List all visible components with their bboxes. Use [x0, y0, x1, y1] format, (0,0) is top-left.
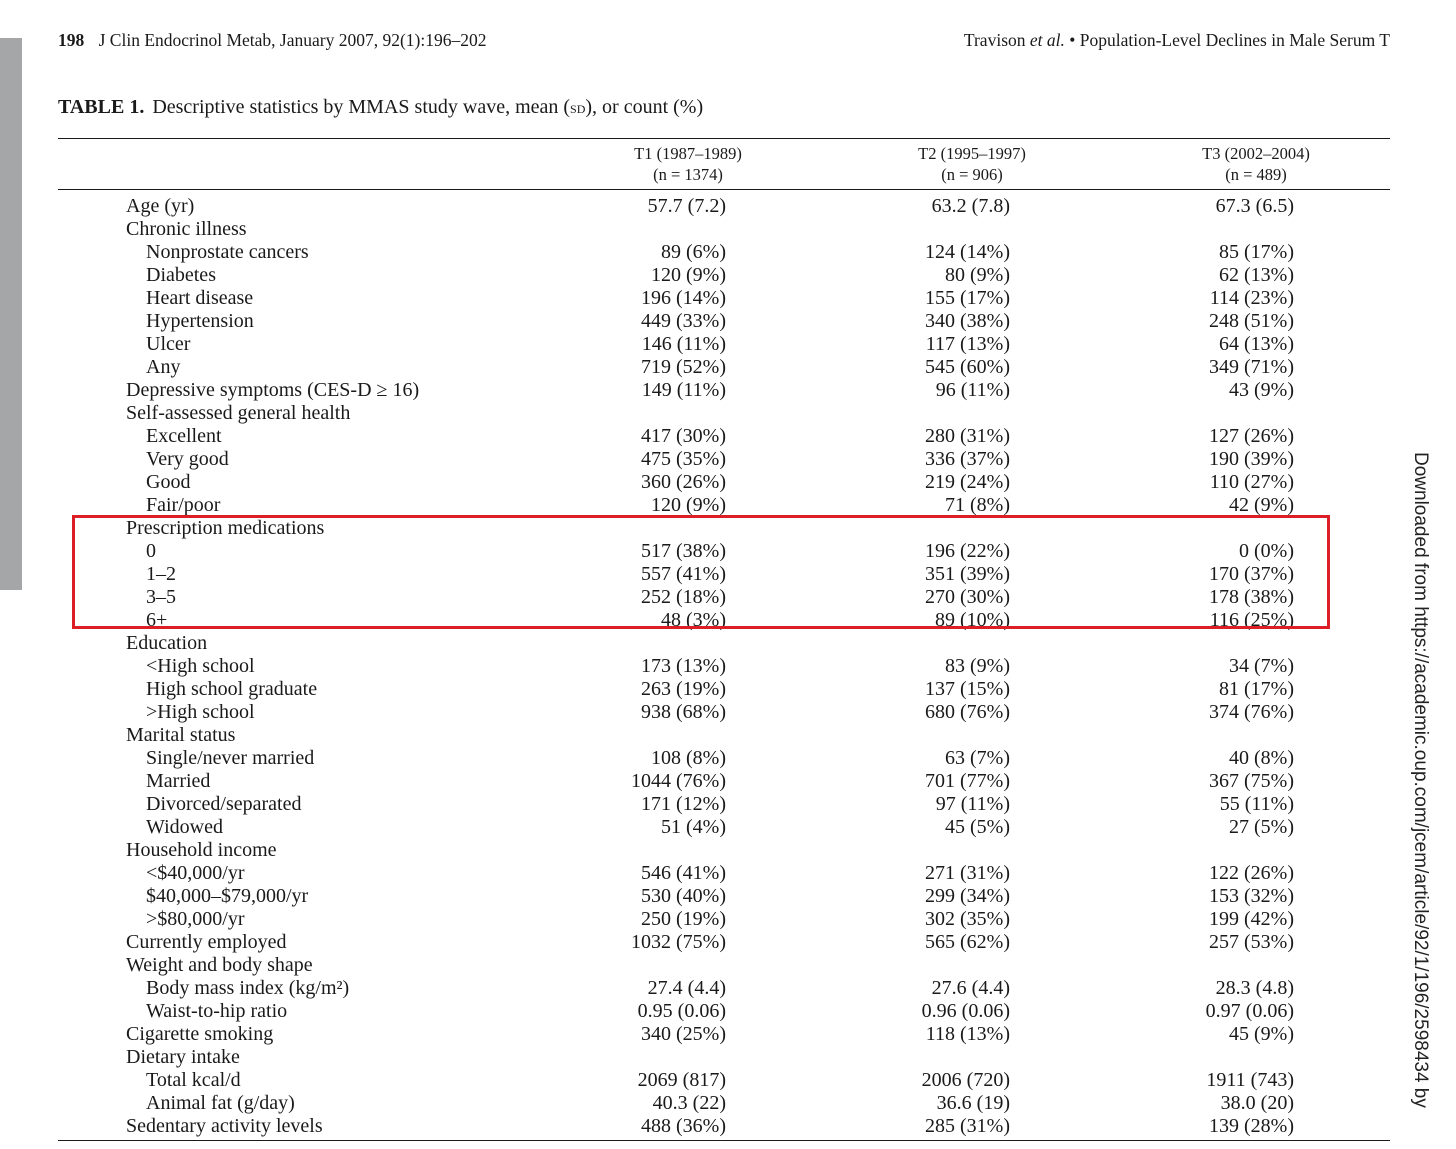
- row-label: Cigarette smoking: [126, 1023, 274, 1045]
- row-label: Currently employed: [126, 931, 287, 953]
- cell-t3: 64 (13%): [1219, 333, 1294, 355]
- cell-t1: 938 (68%): [641, 701, 726, 723]
- table-row: [0, 333, 1390, 356]
- cell-t2: 71 (8%): [945, 494, 1010, 516]
- row-label: >$80,000/yr: [146, 908, 245, 930]
- cell-t1: 51 (4%): [661, 816, 726, 838]
- cell-t2: 96 (11%): [935, 379, 1010, 401]
- cell-t1: 0.95 (0.06): [637, 1000, 726, 1022]
- cell-t3: 153 (32%): [1209, 885, 1294, 907]
- cell-t3: 190 (39%): [1209, 448, 1294, 470]
- table-row: [0, 1115, 1390, 1138]
- table-row: [0, 839, 1390, 862]
- cell-t1: 719 (52%): [641, 356, 726, 378]
- cell-t3: 116 (25%): [1209, 609, 1294, 631]
- cell-t2: 340 (38%): [925, 310, 1010, 332]
- cell-t3: 349 (71%): [1209, 356, 1294, 378]
- table-row: [0, 1092, 1390, 1115]
- column-header-n: (n = 1374): [653, 165, 723, 184]
- cell-t3: 122 (26%): [1209, 862, 1294, 884]
- table-row: [0, 241, 1390, 264]
- cell-t2: 565 (62%): [925, 931, 1010, 953]
- cell-t3: 257 (53%): [1209, 931, 1294, 953]
- row-label: Dietary intake: [126, 1046, 240, 1068]
- column-header-t1: [538, 143, 838, 185]
- row-label: Heart disease: [146, 287, 254, 309]
- cell-t3: 42 (9%): [1229, 494, 1294, 516]
- caption-text-after: ), or count (%): [585, 96, 704, 118]
- header-et-al: et al.: [1029, 30, 1065, 50]
- column-header-name: T1 (1987–1989): [634, 144, 742, 163]
- cell-t1: 120 (9%): [651, 264, 726, 286]
- row-label: 0: [146, 540, 156, 562]
- table-row: [0, 287, 1390, 310]
- row-label: 3–5: [146, 586, 176, 608]
- table-row: [0, 448, 1390, 471]
- row-label: Fair/poor: [146, 494, 221, 516]
- table-top-rule: [58, 138, 1390, 139]
- table-row: [0, 264, 1390, 287]
- table-row: [0, 356, 1390, 379]
- row-label: Body mass index (kg/m²): [146, 977, 350, 999]
- cell-t3: 127 (26%): [1209, 425, 1294, 447]
- cell-t3: 178 (38%): [1209, 586, 1294, 608]
- table-row: [0, 471, 1390, 494]
- cell-t1: 360 (26%): [641, 471, 726, 493]
- cell-t2: 219 (24%): [925, 471, 1010, 493]
- column-header-n: (n = 489): [1225, 165, 1287, 184]
- row-label: Total kcal/d: [146, 1069, 241, 1091]
- cell-t3: 28.3 (4.8): [1215, 977, 1294, 999]
- table-row: [0, 954, 1390, 977]
- table-row: [0, 195, 1390, 218]
- cell-t1: 57.7 (7.2): [647, 195, 726, 217]
- table-row: [0, 862, 1390, 885]
- cell-t1: 340 (25%): [641, 1023, 726, 1045]
- cell-t3: 139 (28%): [1209, 1115, 1294, 1137]
- cell-t2: 196 (22%): [925, 540, 1010, 562]
- page-number: 198: [58, 30, 85, 50]
- row-label: Chronic illness: [126, 218, 247, 240]
- cell-t2: 89 (10%): [935, 609, 1010, 631]
- row-label: High school graduate: [146, 678, 318, 700]
- table-caption: [58, 96, 703, 119]
- table-row: [0, 678, 1390, 701]
- cell-t1: 89 (6%): [661, 241, 726, 263]
- table-row: [0, 885, 1390, 908]
- cell-t2: 80 (9%): [945, 264, 1010, 286]
- cell-t3: 0.97 (0.06): [1205, 1000, 1294, 1022]
- cell-t2: 285 (31%): [925, 1115, 1010, 1137]
- cell-t2: 124 (14%): [925, 241, 1010, 263]
- header-left: [58, 30, 487, 51]
- running-title: Population-Level Declines in Male Serum T: [1079, 30, 1390, 50]
- cell-t2: 0.96 (0.06): [921, 1000, 1010, 1022]
- row-label: Sedentary activity levels: [126, 1115, 323, 1137]
- cell-t3: 62 (13%): [1219, 264, 1294, 286]
- table-row: [0, 379, 1390, 402]
- table-row: [0, 724, 1390, 747]
- table-row: [0, 701, 1390, 724]
- cell-t3: 34 (7%): [1229, 655, 1294, 677]
- cell-t3: 367 (75%): [1209, 770, 1294, 792]
- cell-t3: 0 (0%): [1239, 540, 1294, 562]
- row-label: Hypertension: [146, 310, 254, 332]
- column-header-name: T2 (1995–1997): [918, 144, 1026, 163]
- cell-t1: 488 (36%): [641, 1115, 726, 1137]
- row-label: Prescription medications: [126, 517, 325, 539]
- column-header-name: T3 (2002–2004): [1202, 144, 1310, 163]
- cell-t3: 85 (17%): [1219, 241, 1294, 263]
- cell-t2: 118 (13%): [925, 1023, 1010, 1045]
- row-label: Household income: [126, 839, 277, 861]
- table-row: [0, 977, 1390, 1000]
- table-row: [0, 908, 1390, 931]
- cell-t2: 270 (30%): [925, 586, 1010, 608]
- cell-t2: 45 (5%): [945, 816, 1010, 838]
- cell-t1: 149 (11%): [641, 379, 726, 401]
- cell-t3: 81 (17%): [1219, 678, 1294, 700]
- cell-t1: 546 (41%): [641, 862, 726, 884]
- row-label: Waist-to-hip ratio: [146, 1000, 288, 1022]
- header-right: [964, 30, 1390, 51]
- cell-t3: 55 (11%): [1219, 793, 1294, 815]
- download-watermark: Downloaded from https://academic.oup.com/jcem/article/92/1/196/2598434 by: [1410, 452, 1431, 1108]
- row-label: Very good: [146, 448, 229, 470]
- cell-t1: 120 (9%): [651, 494, 726, 516]
- cell-t3: 38.0 (20): [1220, 1092, 1294, 1114]
- row-label: Ulcer: [146, 333, 191, 355]
- row-label: >High school: [146, 701, 255, 723]
- cell-t2: 336 (37%): [925, 448, 1010, 470]
- cell-t1: 146 (11%): [641, 333, 726, 355]
- row-label: Nonprostate cancers: [146, 241, 309, 263]
- row-label: 1–2: [146, 563, 176, 585]
- cell-t3: 27 (5%): [1229, 816, 1294, 838]
- cell-t1: 171 (12%): [641, 793, 726, 815]
- cell-t2: 63.2 (7.8): [931, 195, 1010, 217]
- cell-t1: 48 (3%): [661, 609, 726, 631]
- table-row: [0, 494, 1390, 517]
- row-label: Animal fat (g/day): [146, 1092, 295, 1114]
- row-label: Divorced/separated: [146, 793, 302, 815]
- cell-t2: 27.6 (4.4): [931, 977, 1010, 999]
- row-label: Marital status: [126, 724, 236, 746]
- cell-t3: 170 (37%): [1209, 563, 1294, 585]
- cell-t3: 374 (76%): [1209, 701, 1294, 723]
- cell-t2: 701 (77%): [925, 770, 1010, 792]
- cell-t3: 248 (51%): [1209, 310, 1294, 332]
- row-label: Weight and body shape: [126, 954, 313, 976]
- journal-citation: J Clin Endocrinol Metab, January 2007, 92(1):196–202: [98, 30, 487, 50]
- row-label: <High school: [146, 655, 255, 677]
- column-header-n: (n = 906): [941, 165, 1003, 184]
- table-row: [0, 655, 1390, 678]
- cell-t1: 417 (30%): [641, 425, 726, 447]
- table-row: [0, 793, 1390, 816]
- cell-t1: 517 (38%): [641, 540, 726, 562]
- table-row: [0, 1069, 1390, 1092]
- cell-t2: 83 (9%): [945, 655, 1010, 677]
- cell-t2: 680 (76%): [925, 701, 1010, 723]
- row-label: Self-assessed general health: [126, 402, 351, 424]
- row-label: Any: [146, 356, 181, 378]
- cell-t2: 117 (13%): [925, 333, 1010, 355]
- running-header: [58, 30, 1390, 58]
- row-label: $40,000–$79,000/yr: [146, 885, 309, 907]
- cell-t2: 155 (17%): [925, 287, 1010, 309]
- row-label: Single/never married: [146, 747, 315, 769]
- table-row: [0, 310, 1390, 333]
- cell-t3: 114 (23%): [1209, 287, 1294, 309]
- cell-t2: 137 (15%): [925, 678, 1010, 700]
- highlight-box: [72, 515, 1330, 629]
- cell-t1: 252 (18%): [641, 586, 726, 608]
- cell-t1: 108 (8%): [651, 747, 726, 769]
- cell-t1: 475 (35%): [641, 448, 726, 470]
- table-label: TABLE 1.: [58, 96, 145, 118]
- row-label: 6+: [146, 609, 168, 631]
- row-label: Education: [126, 632, 208, 654]
- cell-t3: 43 (9%): [1229, 379, 1294, 401]
- row-label: Widowed: [146, 816, 223, 838]
- cell-t1: 250 (19%): [641, 908, 726, 930]
- cell-t3: 110 (27%): [1209, 471, 1294, 493]
- caption-text-before: Descriptive statistics by MMAS study wave, mean (: [152, 96, 571, 118]
- cell-t3: 199 (42%): [1209, 908, 1294, 930]
- cell-t2: 63 (7%): [945, 747, 1010, 769]
- table-row: [0, 218, 1390, 241]
- table-row: [0, 816, 1390, 839]
- cell-t1: 27.4 (4.4): [647, 977, 726, 999]
- table-row: [0, 931, 1390, 954]
- column-header-t3: [1106, 143, 1406, 185]
- row-label: Depressive symptoms (CES-D ≥ 16): [126, 379, 420, 401]
- row-label: Diabetes: [146, 264, 216, 286]
- cell-t3: 1911 (743): [1206, 1069, 1294, 1091]
- header-bullet: •: [1069, 30, 1076, 50]
- table-bottom-rule: [58, 1140, 1390, 1141]
- cell-t2: 2006 (720): [921, 1069, 1010, 1091]
- table-row: [0, 402, 1390, 425]
- table-row: [0, 1046, 1390, 1069]
- row-label: Excellent: [146, 425, 222, 447]
- table-body: [0, 195, 1390, 1138]
- header-authors: Travison: [963, 30, 1026, 50]
- table-row: [0, 632, 1390, 655]
- cell-t1: 40.3 (22): [652, 1092, 726, 1114]
- cell-t2: 280 (31%): [925, 425, 1010, 447]
- cell-t2: 299 (34%): [925, 885, 1010, 907]
- cell-t3: 40 (8%): [1229, 747, 1294, 769]
- cell-t1: 173 (13%): [641, 655, 726, 677]
- cell-t3: 45 (9%): [1229, 1023, 1294, 1045]
- row-label: Age (yr): [126, 195, 195, 217]
- cell-t1: 1032 (75%): [631, 931, 726, 953]
- table-row: [0, 747, 1390, 770]
- row-label: Good: [146, 471, 191, 493]
- row-label: Married: [146, 770, 211, 792]
- row-label: <$40,000/yr: [146, 862, 245, 884]
- cell-t1: 196 (14%): [641, 287, 726, 309]
- cell-t1: 530 (40%): [641, 885, 726, 907]
- cell-t1: 2069 (817): [637, 1069, 726, 1091]
- table-row: [0, 770, 1390, 793]
- cell-t2: 545 (60%): [925, 356, 1010, 378]
- table-header-rule: [58, 189, 1390, 190]
- table-row: [0, 1000, 1390, 1023]
- cell-t3: 67.3 (6.5): [1215, 195, 1294, 217]
- cell-t2: 97 (11%): [935, 793, 1010, 815]
- table-row: [0, 425, 1390, 448]
- caption-sd: sd: [570, 98, 586, 117]
- cell-t1: 449 (33%): [641, 310, 726, 332]
- cell-t2: 302 (35%): [925, 908, 1010, 930]
- cell-t2: 271 (31%): [925, 862, 1010, 884]
- cell-t1: 1044 (76%): [631, 770, 726, 792]
- cell-t2: 36.6 (19): [936, 1092, 1010, 1114]
- column-header-t2: [822, 143, 1122, 185]
- cell-t1: 263 (19%): [641, 678, 726, 700]
- table-row: [0, 1023, 1390, 1046]
- cell-t2: 351 (39%): [925, 563, 1010, 585]
- cell-t1: 557 (41%): [641, 563, 726, 585]
